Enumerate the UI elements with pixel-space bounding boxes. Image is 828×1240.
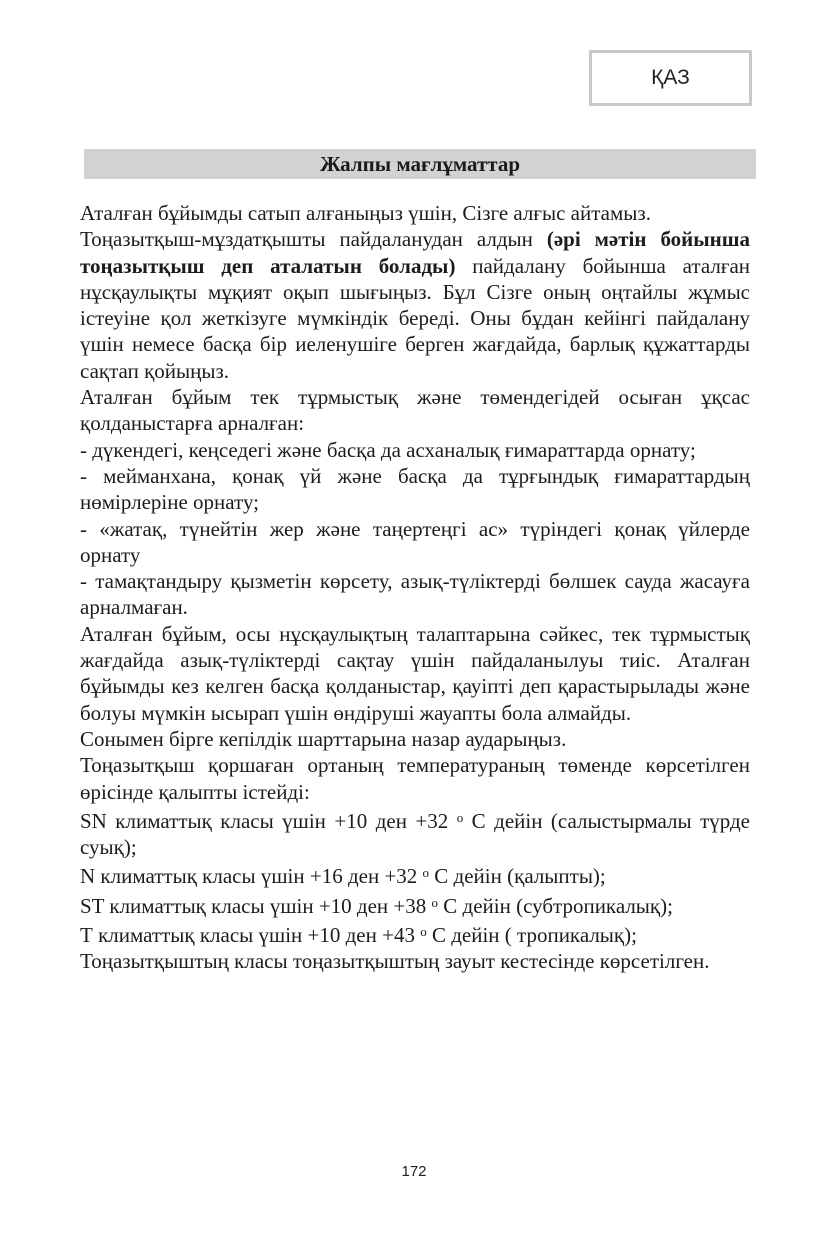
paragraph-intended-use: Аталған бұйым тек тұрмыстық және төмендегідей осыған ұқсас қолданыстарға арналған: <box>80 385 750 436</box>
climate-class-st <box>80 890 750 919</box>
list-item-bed-breakfast: - «жатақ, түнейтін жер және таңертеңгі ас» түріндегі қонақ үйлерде орнату <box>80 516 750 567</box>
climate-text: Т климаттық класы үшін +10 ден +43 <box>80 923 421 948</box>
degree-mark: о <box>422 865 430 881</box>
bold-note: (әрі мәтін бойынша тоңазытқыш деп аталатын болады) <box>80 227 750 278</box>
climate-class-n <box>80 860 750 889</box>
section-title: Жалпы мағлұматтар <box>319 151 521 176</box>
climate-text: ST климаттық класы үшін +10 ден +38 <box>80 893 432 918</box>
climate-text: С дейін (салыстырмалы түрде суық); <box>80 808 750 860</box>
language-label-box <box>589 50 752 106</box>
list-item-shops: - дүкендегі, кеңседегі және басқа да асханалық ғимараттарда орнату; <box>80 437 696 462</box>
climate-text: С дейін ( тропикалық); <box>426 923 637 948</box>
paragraph-temperature-range: Тоңазытқыш қоршаған ортаның температураның төменде көрсетілген өрісінде қалыпты істейді: <box>80 753 750 804</box>
paragraph-read-instructions <box>80 226 750 384</box>
climate-text: С дейін (субтропикалық); <box>438 893 673 918</box>
degree-mark: о <box>456 809 464 825</box>
degree-mark: о <box>420 924 427 940</box>
paragraph-text: пайдалану бойынша аталған нұсқаулықты мұқият оқып шығыңыз. Бұл Сізге оның оңтайлы жұмыс істеуіне қол жеткізуге мүмкіндік береді. Оны бұдан кейінгі пайдалану үшін немесе басқа бір иеленушіге берген жағдайда, барлық құжаттарды сақтап қойыңыз. <box>80 253 750 383</box>
body-text <box>80 200 750 975</box>
section-heading-bar <box>84 149 756 179</box>
paragraph-warranty: Сонымен бірге кепілдік шарттарына назар аударыңыз. <box>80 726 567 751</box>
climate-text: N климаттық класы үшін +16 ден +32 <box>80 864 423 889</box>
climate-class-t <box>80 919 750 948</box>
degree-mark: о <box>431 894 438 910</box>
paragraph-thanks: Аталған бұйымды сатып алғаныңыз үшін, Сізге алғыс айтамыз. <box>80 201 651 225</box>
climate-text: С дейін (қалыпты); <box>429 864 606 889</box>
language-code: ҚАЗ <box>651 66 690 89</box>
list-item-catering: - тамақтандыру қызметін көрсету, азық-түліктерді бөлшек сауда жасауға арналмаған. <box>80 569 750 620</box>
paragraph-class-location: Тоңазытқыштың класы тоңазытқыштың зауыт кестесінде көрсетілген. <box>80 949 710 974</box>
paragraph-text: Тоңазытқыш-мұздатқышты пайдаланудан алдын <box>80 227 547 252</box>
page-number: 172 <box>401 1163 427 1180</box>
climate-class-sn <box>80 805 750 861</box>
climate-text: SN климаттық класы үшін +10 ден +32 <box>80 808 457 833</box>
paragraph-usage-limits: Аталған бұйым, осы нұсқаулықтың талаптарына сәйкес, тек тұрмыстық жағдайда азық-түліктерді сақтау үшін пайдаланылуы тиіс. Аталған бұйымды кез келген басқа қолданыстар, қауіпті деп қарастырылады және болуы мүмкін ысырап үшін өндіруші жауапты бола алмайды. <box>80 621 750 725</box>
list-item-hotels: - мейманхана, қонақ үй және басқа да тұрғындық ғимараттардың нөмірлеріне орнату; <box>80 463 750 515</box>
